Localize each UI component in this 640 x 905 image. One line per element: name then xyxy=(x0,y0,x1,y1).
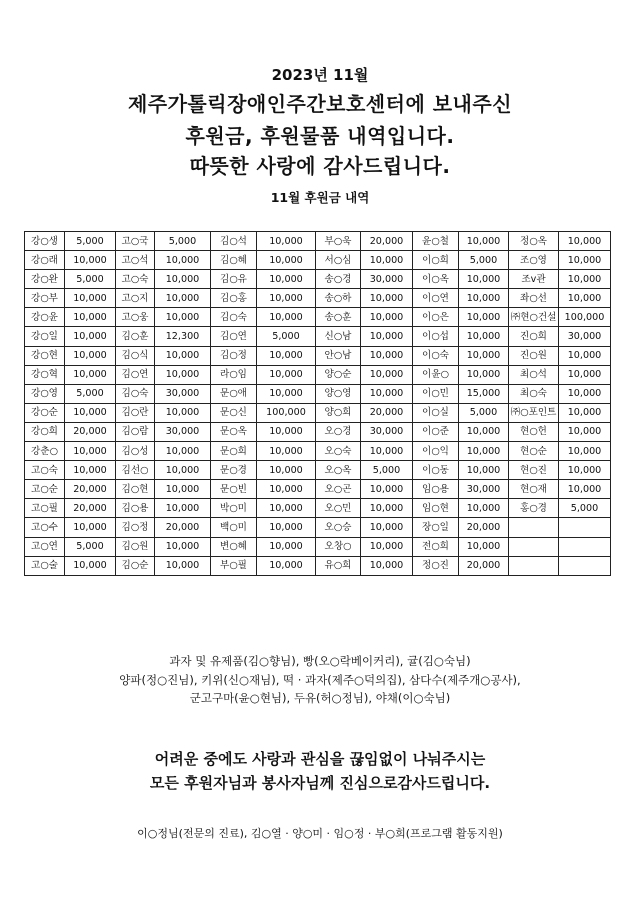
donor-name-cell: 김○용 xyxy=(116,499,155,518)
donor-name-cell: 강○래 xyxy=(25,251,65,270)
donation-amount-cell: 20,000 xyxy=(65,499,116,518)
donation-amount-cell: 5,000 xyxy=(65,232,116,251)
donation-amount-cell xyxy=(559,537,611,556)
donor-name-cell: 정○진 xyxy=(413,556,459,575)
donation-amount-cell: 10,000 xyxy=(361,518,413,537)
donation-amount-cell: 5,000 xyxy=(459,403,509,422)
donor-name-cell: 최○석 xyxy=(509,365,559,384)
donation-amount-cell: 30,000 xyxy=(155,422,211,441)
donor-name-cell: 고○순 xyxy=(25,480,65,499)
donation-amount-cell: 15,000 xyxy=(459,384,509,403)
donor-name-cell: 장○일 xyxy=(413,518,459,537)
donor-name-cell: 유○희 xyxy=(316,556,361,575)
donor-name-cell: 양○희 xyxy=(316,403,361,422)
donation-amount-cell: 10,000 xyxy=(459,327,509,346)
donation-amount-cell: 20,000 xyxy=(155,518,211,537)
donor-name-cell: 고○숙 xyxy=(116,270,155,289)
donor-name-cell: 김○원 xyxy=(116,537,155,556)
donation-amount-cell: 10,000 xyxy=(155,308,211,327)
donor-name-cell: 백○미 xyxy=(211,518,257,537)
donor-name-cell: 조v관 xyxy=(509,270,559,289)
donation-amount-cell: 5,000 xyxy=(65,537,116,556)
donation-amount-cell: 10,000 xyxy=(559,461,611,480)
donation-amount-cell: 10,000 xyxy=(65,251,116,270)
donor-name-cell: 이○민 xyxy=(413,384,459,403)
donor-name-cell: 김○숙 xyxy=(116,384,155,403)
donor-name-cell: 부○욱 xyxy=(316,232,361,251)
thanks-line-1: 어려운 중에도 사랑과 관심을 끊임없이 나눠주시는 xyxy=(154,750,486,768)
donor-name-cell: 김○성 xyxy=(116,442,155,461)
donation-amount-cell: 10,000 xyxy=(65,556,116,575)
donation-amount-cell: 10,000 xyxy=(361,289,413,308)
table-row xyxy=(25,327,611,346)
table-row xyxy=(25,365,611,384)
donor-name-cell: 이윤○ xyxy=(413,365,459,384)
donation-amount-cell: 10,000 xyxy=(559,403,611,422)
donation-amount-cell: 10,000 xyxy=(65,403,116,422)
table-row xyxy=(25,308,611,327)
donor-name-cell: 전○희 xyxy=(413,537,459,556)
donation-amount-cell: 12,300 xyxy=(155,327,211,346)
donor-name-cell: 오○민 xyxy=(316,499,361,518)
donation-amount-cell: 10,000 xyxy=(257,422,316,441)
donor-name-cell: 강○희 xyxy=(25,422,65,441)
table-row xyxy=(25,251,611,270)
donation-amount-cell: 5,000 xyxy=(65,270,116,289)
donation-amount-cell: 10,000 xyxy=(559,346,611,365)
donor-name-cell: 현○순 xyxy=(509,442,559,461)
donor-name-cell: 진○희 xyxy=(509,327,559,346)
donation-amount-cell: 10,000 xyxy=(65,327,116,346)
donor-name-cell: 강○부 xyxy=(25,289,65,308)
donor-name-cell: 송○경 xyxy=(316,270,361,289)
donation-amount-cell: 10,000 xyxy=(361,480,413,499)
donor-name-cell xyxy=(509,556,559,575)
donation-amount-cell: 20,000 xyxy=(65,480,116,499)
donation-amount-cell: 10,000 xyxy=(155,537,211,556)
donor-name-cell: 김○정 xyxy=(116,518,155,537)
donation-amount-cell: 10,000 xyxy=(459,442,509,461)
donation-amount-cell: 10,000 xyxy=(257,518,316,537)
donor-name-cell: 문○옥 xyxy=(211,422,257,441)
donor-name-cell: 이○옥 xyxy=(413,270,459,289)
donor-name-cell: 고○연 xyxy=(25,537,65,556)
donation-amount-cell: 10,000 xyxy=(559,251,611,270)
donation-amount-cell: 10,000 xyxy=(361,327,413,346)
donation-amount-cell: 10,000 xyxy=(65,289,116,308)
donor-name-cell: 강○생 xyxy=(25,232,65,251)
goods-line-3: 군고구마(윤○현님), 두유(허○정님), 야채(이○숙님) xyxy=(189,691,451,705)
donor-name-cell: 문○빈 xyxy=(211,480,257,499)
donor-name-cell: 현○진 xyxy=(509,461,559,480)
table-row xyxy=(25,499,611,518)
donation-amount-cell: 10,000 xyxy=(155,556,211,575)
donor-name-cell: 송○하 xyxy=(316,289,361,308)
donation-amount-cell: 20,000 xyxy=(65,422,116,441)
volunteers-line: 이○정님(전문의 진료), 김○열 · 양○미 · 임○정 · 부○희(프로그램 활동지원) xyxy=(137,827,503,840)
donor-name-cell xyxy=(509,518,559,537)
donation-amount-cell: 10,000 xyxy=(459,270,509,289)
donation-amount-cell: 10,000 xyxy=(559,480,611,499)
donor-name-cell: 현○재 xyxy=(509,480,559,499)
donor-name-cell: 강○완 xyxy=(25,270,65,289)
donation-amount-cell: 10,000 xyxy=(361,537,413,556)
donor-name-cell: 고○수 xyxy=(25,518,65,537)
donor-name-cell: 좌○선 xyxy=(509,289,559,308)
donor-name-cell: 김○현 xyxy=(116,480,155,499)
donor-name-cell: 현○헌 xyxy=(509,422,559,441)
donor-name-cell: 이○연 xyxy=(413,289,459,308)
donation-amount-cell: 10,000 xyxy=(361,442,413,461)
donation-amount-cell: 10,000 xyxy=(459,308,509,327)
donor-name-cell: 변○혜 xyxy=(211,537,257,556)
donation-amount-cell: 10,000 xyxy=(459,422,509,441)
donation-amount-cell: 10,000 xyxy=(361,499,413,518)
donation-amount-cell: 10,000 xyxy=(257,308,316,327)
donation-amount-cell: 10,000 xyxy=(459,346,509,365)
donor-name-cell: 고○숙 xyxy=(25,461,65,480)
donor-name-cell: 김○훈 xyxy=(116,327,155,346)
table-row xyxy=(25,346,611,365)
donation-amount-cell: 10,000 xyxy=(65,461,116,480)
donor-name-cell: 송○훈 xyxy=(316,308,361,327)
donor-name-cell: 김○람 xyxy=(116,422,155,441)
donor-name-cell: 고○지 xyxy=(116,289,155,308)
donor-name-cell: 라○임 xyxy=(211,365,257,384)
donation-amount-cell xyxy=(559,518,611,537)
donor-name-cell: 오○승 xyxy=(316,518,361,537)
donation-amount-cell: 30,000 xyxy=(155,384,211,403)
donation-amount-cell: 20,000 xyxy=(459,518,509,537)
donor-name-cell: 강○일 xyxy=(25,327,65,346)
table-row xyxy=(25,461,611,480)
donation-amount-cell: 10,000 xyxy=(361,365,413,384)
donation-amount-cell: 5,000 xyxy=(459,251,509,270)
donor-name-cell: 이○동 xyxy=(413,461,459,480)
donation-amount-cell: 10,000 xyxy=(559,232,611,251)
donation-amount-cell: 10,000 xyxy=(257,384,316,403)
table-row xyxy=(25,384,611,403)
donor-name-cell: 고○웅 xyxy=(116,308,155,327)
donation-amount-cell: 10,000 xyxy=(155,461,211,480)
donation-amount-cell: 30,000 xyxy=(559,327,611,346)
donation-amount-cell: 10,000 xyxy=(459,365,509,384)
donation-table xyxy=(24,231,611,576)
donation-amount-cell: 10,000 xyxy=(459,537,509,556)
donation-amount-cell: 10,000 xyxy=(559,442,611,461)
thanks-line-2: 모든 후원자님과 봉사자님께 진심으로감사드립니다. xyxy=(149,774,491,792)
donor-name-cell: 오○옥 xyxy=(316,461,361,480)
donation-amount-cell: 10,000 xyxy=(459,461,509,480)
donation-amount-cell: 10,000 xyxy=(155,251,211,270)
donation-amount-cell: 10,000 xyxy=(155,346,211,365)
donor-name-cell: 강○순 xyxy=(25,403,65,422)
donation-amount-cell: 10,000 xyxy=(65,308,116,327)
donation-amount-cell: 10,000 xyxy=(559,289,611,308)
donation-amount-cell: 10,000 xyxy=(257,365,316,384)
donation-amount-cell: 30,000 xyxy=(361,270,413,289)
donor-name-cell: 임○용 xyxy=(413,480,459,499)
donor-name-cell: 이○실 xyxy=(413,403,459,422)
donation-amount-cell: 10,000 xyxy=(155,442,211,461)
donation-amount-cell: 10,000 xyxy=(257,442,316,461)
donor-name-cell: 강춘○ xyxy=(25,442,65,461)
donor-name-cell: 양○영 xyxy=(316,384,361,403)
donor-name-cell: 이○숙 xyxy=(413,346,459,365)
donation-amount-cell: 10,000 xyxy=(257,270,316,289)
donation-amount-cell: 10,000 xyxy=(459,499,509,518)
table-row xyxy=(25,442,611,461)
headline-line-3: 따뜻한 사랑에 감사드립니다. xyxy=(189,154,451,178)
donor-name-cell: 김○석 xyxy=(211,232,257,251)
report-date: 2023년 11월 xyxy=(271,66,369,84)
donor-name-cell: 강○현 xyxy=(25,346,65,365)
donation-amount-cell: 10,000 xyxy=(559,422,611,441)
donor-name-cell: 서○심 xyxy=(316,251,361,270)
donor-name-cell: 김○란 xyxy=(116,403,155,422)
headline-line-2: 후원금, 후원물품 내역입니다. xyxy=(185,124,455,148)
donation-amount-cell: 10,000 xyxy=(361,251,413,270)
donation-amount-cell xyxy=(559,556,611,575)
donor-name-cell: 임○현 xyxy=(413,499,459,518)
donation-amount-cell: 10,000 xyxy=(257,289,316,308)
table-row xyxy=(25,289,611,308)
donation-amount-cell: 10,000 xyxy=(559,365,611,384)
donor-name-cell: 김○연 xyxy=(116,365,155,384)
donation-amount-cell: 10,000 xyxy=(559,384,611,403)
donation-amount-cell: 10,000 xyxy=(257,537,316,556)
donation-amount-cell: 10,000 xyxy=(361,384,413,403)
donor-name-cell: 안○남 xyxy=(316,346,361,365)
table-row xyxy=(25,480,611,499)
donation-amount-cell: 10,000 xyxy=(65,346,116,365)
donor-name-cell: 고○술 xyxy=(25,556,65,575)
donor-name-cell: 오○곤 xyxy=(316,480,361,499)
donor-name-cell: 김선○ xyxy=(116,461,155,480)
table-row xyxy=(25,403,611,422)
donor-name-cell: ㈜현○건설 xyxy=(509,308,559,327)
donor-name-cell: 김○정 xyxy=(211,346,257,365)
donor-name-cell xyxy=(509,537,559,556)
table-row xyxy=(25,556,611,575)
goods-line-1: 과자 및 유제품(김○향님), 빵(오○락베이커리), 귤(김○숙님) xyxy=(169,654,471,668)
donor-name-cell: 김○유 xyxy=(211,270,257,289)
donor-name-cell: 오창○ xyxy=(316,537,361,556)
donation-amount-cell: 10,000 xyxy=(155,499,211,518)
table-row xyxy=(25,537,611,556)
donor-name-cell: 신○남 xyxy=(316,327,361,346)
donor-name-cell: 문○신 xyxy=(211,403,257,422)
headline-line-1: 제주가톨릭장애인주간보호센터에 보내주신 xyxy=(127,92,513,116)
donation-amount-cell: 10,000 xyxy=(257,556,316,575)
donation-amount-cell: 10,000 xyxy=(361,346,413,365)
donor-name-cell: 오○경 xyxy=(316,422,361,441)
donor-name-cell: 문○애 xyxy=(211,384,257,403)
donor-name-cell: 문○경 xyxy=(211,461,257,480)
donation-amount-cell: 5,000 xyxy=(361,461,413,480)
donor-name-cell: 고○국 xyxy=(116,232,155,251)
donor-name-cell: 조○영 xyxy=(509,251,559,270)
donation-amount-cell: 10,000 xyxy=(155,365,211,384)
table-row xyxy=(25,232,611,251)
donor-name-cell: 김○연 xyxy=(211,327,257,346)
donor-name-cell: 정○옥 xyxy=(509,232,559,251)
donation-amount-cell: 20,000 xyxy=(361,232,413,251)
donor-name-cell: 오○숙 xyxy=(316,442,361,461)
donor-name-cell: 문○희 xyxy=(211,442,257,461)
donation-amount-cell: 10,000 xyxy=(155,480,211,499)
donation-amount-cell: 10,000 xyxy=(65,518,116,537)
donor-name-cell: 김○숙 xyxy=(211,308,257,327)
donor-name-cell: 이○섭 xyxy=(413,327,459,346)
donor-name-cell: 이○준 xyxy=(413,422,459,441)
donor-name-cell: 고○석 xyxy=(116,251,155,270)
donor-name-cell: 강○혁 xyxy=(25,365,65,384)
donation-amount-cell: 20,000 xyxy=(459,556,509,575)
donor-name-cell: 김○식 xyxy=(116,346,155,365)
donation-amount-cell: 10,000 xyxy=(257,232,316,251)
donation-amount-cell: 10,000 xyxy=(257,499,316,518)
donor-name-cell: 양○순 xyxy=(316,365,361,384)
donation-amount-cell: 100,000 xyxy=(559,308,611,327)
donation-amount-cell: 10,000 xyxy=(155,289,211,308)
donor-name-cell: 김○혜 xyxy=(211,251,257,270)
donor-name-cell: 이○은 xyxy=(413,308,459,327)
donation-amount-cell: 10,000 xyxy=(257,251,316,270)
donation-amount-cell: 10,000 xyxy=(155,270,211,289)
donation-amount-cell: 30,000 xyxy=(361,422,413,441)
donor-name-cell: ㈜○포인트 xyxy=(509,403,559,422)
donor-name-cell: 진○원 xyxy=(509,346,559,365)
donation-amount-cell: 10,000 xyxy=(459,232,509,251)
donation-amount-cell: 10,000 xyxy=(257,346,316,365)
donation-amount-cell: 10,000 xyxy=(65,365,116,384)
donation-amount-cell: 10,000 xyxy=(257,461,316,480)
donor-name-cell: 최○숙 xyxy=(509,384,559,403)
donor-name-cell: 김○순 xyxy=(116,556,155,575)
donation-amount-cell: 5,000 xyxy=(257,327,316,346)
donor-name-cell: 강○윤 xyxy=(25,308,65,327)
table-title: 11월 후원금 내역 xyxy=(270,190,370,205)
donation-amount-cell: 20,000 xyxy=(361,403,413,422)
table-row xyxy=(25,422,611,441)
donor-name-cell: 박○미 xyxy=(211,499,257,518)
donor-name-cell: 홍○경 xyxy=(509,499,559,518)
donation-amount-cell: 10,000 xyxy=(559,270,611,289)
donation-amount-cell: 10,000 xyxy=(459,289,509,308)
donation-amount-cell: 5,000 xyxy=(65,384,116,403)
donor-name-cell: 이○익 xyxy=(413,442,459,461)
donor-name-cell: 이○희 xyxy=(413,251,459,270)
donation-amount-cell: 30,000 xyxy=(459,480,509,499)
donor-name-cell: 김○홍 xyxy=(211,289,257,308)
donor-name-cell: 강○영 xyxy=(25,384,65,403)
donation-amount-cell: 10,000 xyxy=(361,556,413,575)
donor-name-cell: 고○필 xyxy=(25,499,65,518)
donation-amount-cell: 5,000 xyxy=(155,232,211,251)
donation-amount-cell: 10,000 xyxy=(257,480,316,499)
table-row xyxy=(25,270,611,289)
donation-amount-cell: 10,000 xyxy=(361,308,413,327)
donation-amount-cell: 5,000 xyxy=(559,499,611,518)
donation-amount-cell: 10,000 xyxy=(155,403,211,422)
table-row xyxy=(25,518,611,537)
goods-line-2: 양파(정○진님), 키위(신○재님), 떡 · 과자(제주○덕의집), 삼다수(제주개○공사), xyxy=(119,673,521,687)
donor-name-cell: 부○필 xyxy=(211,556,257,575)
donation-amount-cell: 100,000 xyxy=(257,403,316,422)
donation-amount-cell: 10,000 xyxy=(65,442,116,461)
donor-name-cell: 윤○철 xyxy=(413,232,459,251)
